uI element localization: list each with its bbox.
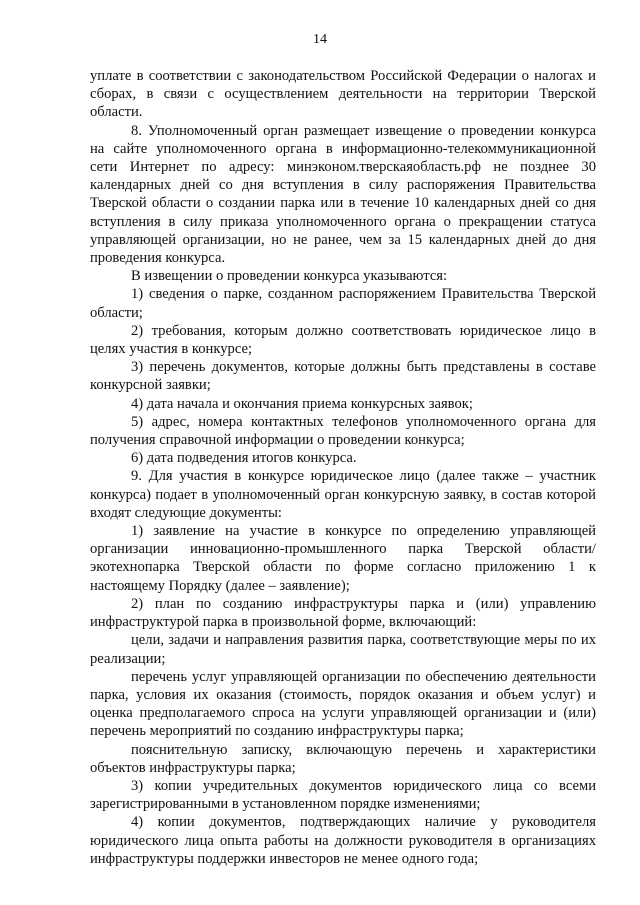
paragraph-item-8: 8. Уполномоченный орган размещает извещение о проведении конкурса на сайте уполномоченного органа в информационно-телекоммуникационной сети Интернет по адресу: минэконом.тверскаяобласть.рф не позднее 30 календарных дней со дня вступления в силу распоряжения Правительства Тверской области о создании парка или в течение 10 календарных дней со дня вступления в силу приказа уполномоченного органа о прекращении статуса управляющей организации, но не ранее, чем за 15 календарных дней до дня проведения конкурса.	[90, 122, 596, 267]
list-item-6: 6) дата подведения итогов конкурса.	[131, 450, 357, 467]
page-number: 14	[313, 32, 327, 47]
list-item-4: 4) дата начала и окончания приема конкурсных заявок;	[131, 395, 473, 412]
plan-subitem-goals: цели, задачи и направления развития парка, соответствующие меры по их реализации;	[90, 632, 596, 667]
plan-subitem-explanatory-note: пояснительную записку, включающую перечень и характеристики объектов инфраструктуры парка;	[90, 741, 596, 776]
list-item-5: 5) адрес, номера контактных телефонов уполномоченного органа для получения справочной информации о проведении конкурса;	[90, 413, 596, 449]
list-item-3: 3) перечень документов, которые должны быть представлены в составе конкурсной заявки;	[90, 359, 596, 394]
paragraph-item-9: 9. Для участия в конкурсе юридическое лицо (далее также – участник конкурса) подает в уполномоченный орган конкурсную заявку, в состав которой входят следующие документы:	[90, 468, 596, 521]
document-item-1: 1) заявление на участие в конкурсе по определению управляющей организации инновационно-промышленного парка Тверской области/экотехнопарка Тверской области по форме согласно приложению 1 к настоящему Порядку (далее – заявление);	[90, 523, 596, 594]
document-item-2: 2) план по созданию инфраструктуры парка и (или) управлению инфраструктурой парка в произвольной форме, включающий:	[90, 595, 596, 631]
list-item-2: 2) требования, которым должно соответствовать юридическое лицо в целях участия в конкурсе;	[90, 322, 596, 358]
plan-subitem-services: перечень услуг управляющей организации по обеспечению деятельности парка, условия их оказания (стоимость, порядок оказания и объем услуг) и оценка предполагаемого спроса на услуги управляющей организации и (или) перечень мероприятий по созданию инфраструктуры парка;	[90, 668, 596, 740]
document-item-4: 4) копии документов, подтверждающих наличие у руководителя юридического лица опыта работы на должности руководителя в организациях инфраструктуры поддержки инвесторов не менее одного года;	[90, 814, 596, 867]
list-item-1: 1) сведения о парке, созданном распоряжением Правительства Тверской области;	[90, 286, 596, 321]
document-item-3: 3) копии учредительных документов юридического лица со всеми зарегистрированными в установленном порядке изменениями;	[90, 777, 596, 813]
paragraph-notice-intro: В извещении о проведении конкурса указываются:	[131, 268, 448, 285]
document-body	[90, 67, 596, 868]
paragraph-continuation: уплате в соответствии с законодательством Российской Федерации о налогах и сборах, в связи с осуществлением деятельности на территории Тверской области.	[90, 68, 596, 121]
